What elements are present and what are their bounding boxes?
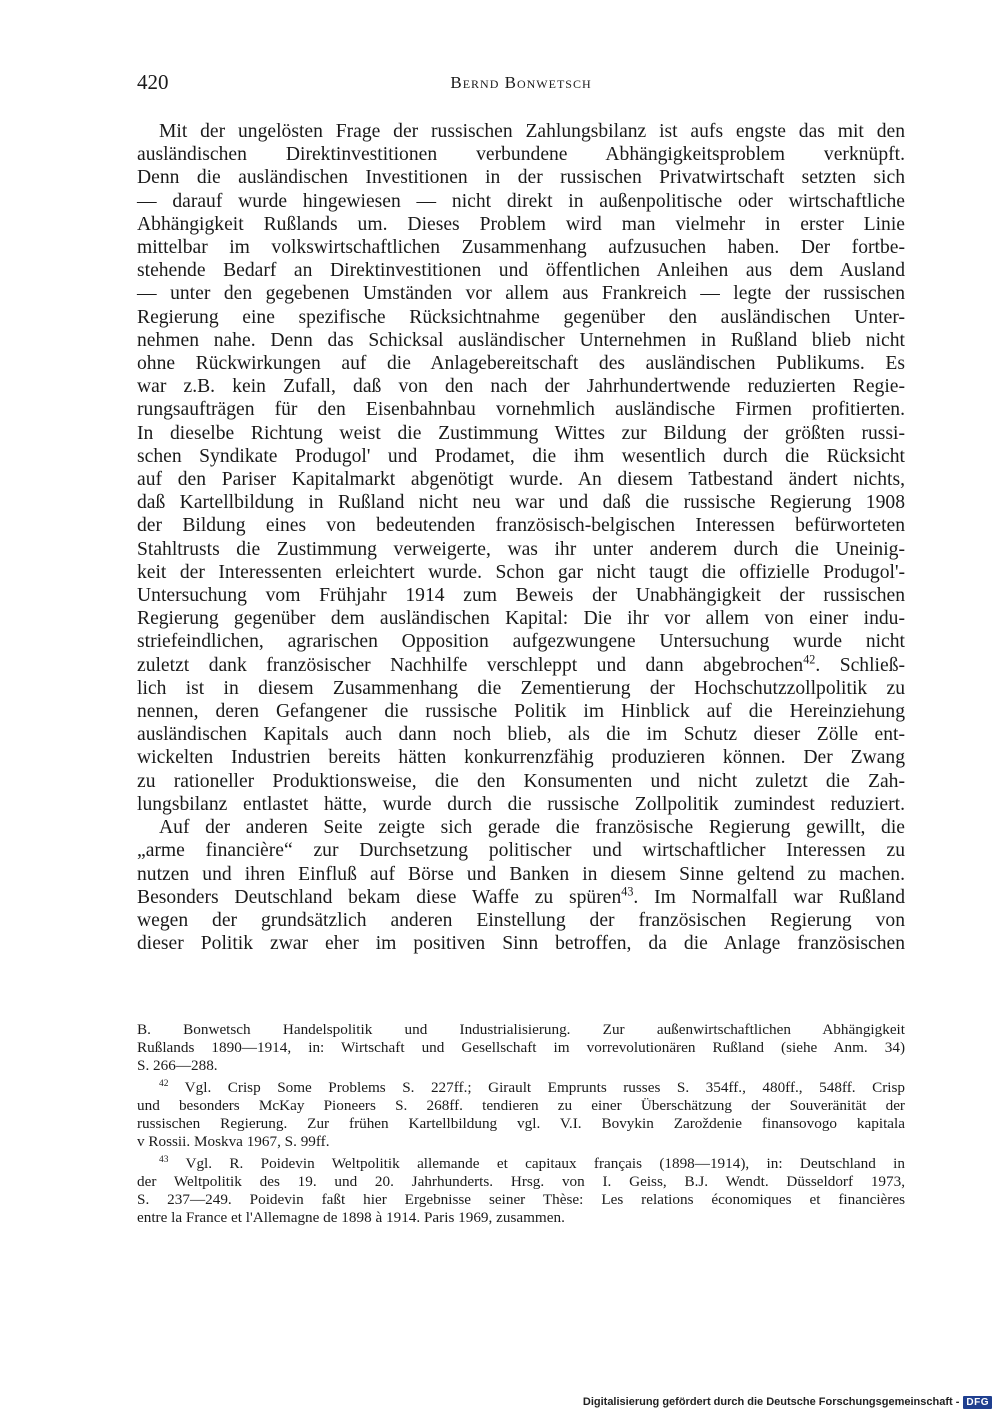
footnote-ref-42[interactable]: 42 <box>803 652 816 667</box>
footnote-line: und besonders McKay Pioneers S. 268ff. tendieren zu einer Überschätzung der Souveränität der <box>137 1097 905 1114</box>
text-line: ohne Rückwirkungen auf die Anlagebereitschaft des ausländischen Publikums. Es <box>137 353 905 375</box>
footnote-line: S. 266—288. <box>137 1057 218 1074</box>
footnote-line: russischen Regierung. Zur frühen Kartellbildung vgl. V.I. Bovykin Zaroždenie finansovogo kapitala <box>137 1115 905 1132</box>
text-line: stehende Bedarf an Direktinvestitionen und öffentlichen Anleihen aus dem Ausland <box>137 260 905 282</box>
paragraph-2 <box>137 816 905 886</box>
footnote-43 <box>137 1155 905 1227</box>
footnote-line: v Rossii. Moskva 1967, S. 99ff. <box>137 1133 330 1150</box>
text-line: lich ist in diesem Zusammenhang die Zementierung der Hochschutzzollpolitik zu <box>137 677 905 699</box>
running-head: Bernd Bonwetsch <box>450 73 592 92</box>
text-line: daß Kartellbildung in Rußland nicht neu war und daß die russische Regierung 1908 <box>137 492 905 514</box>
text-line: dieser Politik zwar eher im positiven Sinn betroffen, da die Anlage französischen <box>137 933 905 955</box>
text-line: auf den Pariser Kapitalmarkt abgenötigt wurde. An diesem Tatbestand ändert nichts, <box>137 469 905 491</box>
footnote-number: 43 <box>159 1154 169 1165</box>
text-line: zu rationeller Produktionsweise, die den Konsumenten und nicht zuletzt die Zah- <box>137 770 905 792</box>
text-line: „arme financière“ zur Durchsetzung politischer und wirtschaftlicher Interessen zu <box>137 840 905 862</box>
dfg-logo: DFG <box>963 1396 992 1409</box>
footnote-line: entre la France et l'Allemagne de 1898 à 1914. Paris 1969, zusammen. <box>137 1209 565 1226</box>
text-line: Besonders Deutschland bekam diese Waffe zu spüren$^{43}$. Im Normalfall war Rußland <box>137 884 905 908</box>
footnote-41-continuation <box>137 1021 905 1075</box>
footnote-line: $^{42}$ Vgl. Crisp Some Problems S. 227ff.; Girault Emprunts russes S. 354ff., 480ff., 548ff. Crisp <box>159 1078 905 1096</box>
text-line: schen Syndikate Produgol' und Prodamet, die ihm wesentlich durch die Rücksicht <box>137 445 905 467</box>
footnote-number: 42 <box>159 1078 169 1089</box>
paragraph-1 <box>137 120 905 654</box>
paragraph-1-rest <box>137 677 905 816</box>
body-text <box>137 120 905 955</box>
text-line: Mit der ungelösten Frage der russischen Zahlungsbilanz ist aufs engste das mit den <box>159 121 905 142</box>
text-line: wegen der grundsätzlich anderen Einstellung der französischen Regierung von <box>137 909 905 931</box>
text-line: Stahltrusts die Zustimmung verweigerte, was ihr unter anderem durch die Uneinig- <box>137 538 905 560</box>
text-line: nennen, deren Gefangener die russische Politik im Hinblick auf die Hereinziehung <box>137 701 905 723</box>
text-line: Auf der anderen Seite zeigte sich gerade die französische Regierung gewillt, die <box>159 817 905 839</box>
text-line: lungsbilanz entlastet hätte, wurde durch die russische Zollpolitik zumindest reduziert. <box>137 793 905 815</box>
text-line: — unter den gegebenen Umständen vor allem aus Frankreich — legte der russischen <box>137 283 905 305</box>
footnote-line: $^{43}$ Vgl. R. Poidevin Weltpolitik allemande et capitaux français (1898—1914), in: Deutschland in <box>159 1154 905 1172</box>
text-line: striefeindlichen, agrarischen Opposition aufgezwungene Untersuchung wurde nicht <box>137 631 905 653</box>
text-line: mittelbar im volkswirtschaftlichen Zusammenhang aufzusuchen haben. Der fortbe- <box>137 237 905 259</box>
text-line: In dieselbe Richtung weist die Zustimmung Wittes zur Bildung der größten russi- <box>137 422 905 444</box>
footer-funding-note <box>583 1393 992 1411</box>
text-line: wickelten Industrien bereits hätten konkurrenzfähig produzieren können. Der Zwang <box>137 747 905 769</box>
footnote-line: Rußlands 1890—1914, in: Wirtschaft und Gesellschaft im vorrevolutionären Rußland (siehe Anm. 34) <box>137 1039 905 1056</box>
footnotes <box>137 1021 905 1231</box>
text-line: — darauf wurde hingewiesen — nicht direkt in außenpolitische oder wirtschaftliche <box>137 190 905 212</box>
text-line: ausländischen Direktinvestitionen verbundene Abhängigkeitsproblem verknüpft. <box>137 144 905 166</box>
footnote-42 <box>137 1079 905 1151</box>
text-line: Denn die ausländischen Investitionen in der russischen Privatwirtschaft setzten sich <box>137 167 905 189</box>
page-number: 420 <box>137 70 169 94</box>
text-line: ausländischen Kapitals auch dann noch blieb, als die im Schutz dieser Zölle ent- <box>137 724 905 746</box>
text-line: Untersuchung vom Frühjahr 1914 zum Beweis der Unabhängigkeit der russischen <box>137 585 905 607</box>
text-line: keit der Interessenten erleichtert wurde. Schon gar nicht taugt die offizielle Produgol'- <box>137 561 905 583</box>
footnote-line: B. Bonwetsch Handelspolitik und Industrialisierung. Zur außenwirtschaftlichen Abhängigkeit <box>137 1021 905 1038</box>
text-line: der Bildung eines von bedeutenden französisch-belgischen Interessen befürworteten <box>137 515 905 537</box>
text-line: zuletzt dank französischer Nachhilfe verschleppt und dann abgebrochen$^{42}$. Schließ- <box>137 652 906 676</box>
page-header <box>137 70 905 100</box>
text-line: rungsaufträgen für den Eisenbahnbau vornehmlich ausländische Firmen profitierten. <box>137 399 905 421</box>
text-line: nutzen und ihren Einfluß auf Börse und Banken in diesem Sinne geltend zu machen. <box>137 863 905 885</box>
footnote-line: der Weltpolitik des 19. und 20. Jahrhunderts. Hrsg. von I. Geiss, B.J. Wendt. Düsseldorf 1973, <box>137 1173 905 1190</box>
paragraph-2-rest <box>137 909 905 955</box>
text-line: Abhängigkeit Rußlands um. Dieses Problem wird man vielmehr in erster Linie <box>137 213 905 235</box>
text-line: nehmen nahe. Denn das Schicksal ausländischer Unternehmen in Rußland blieb nicht <box>137 329 905 351</box>
footnote-ref-43[interactable]: 43 <box>621 884 634 899</box>
text-line: war z.B. kein Zufall, daß von den nach der Jahrhundertwende reduzierten Regie- <box>137 376 905 398</box>
funding-text: Digitalisierung gefördert durch die Deutsche Forschungsgemeinschaft - <box>582 1396 960 1408</box>
footnote-line: S. 237—249. Poidevin faßt hier Ergebnisse seiner Thèse: Les relations économiques et financières <box>137 1191 905 1208</box>
text-line: Regierung gegenüber dem ausländischen Kapital: Die ihr vor allem von einer indu- <box>137 608 905 630</box>
text-line: Regierung eine spezifische Rücksichtnahme gegenüber den ausländischen Unter- <box>137 306 905 328</box>
